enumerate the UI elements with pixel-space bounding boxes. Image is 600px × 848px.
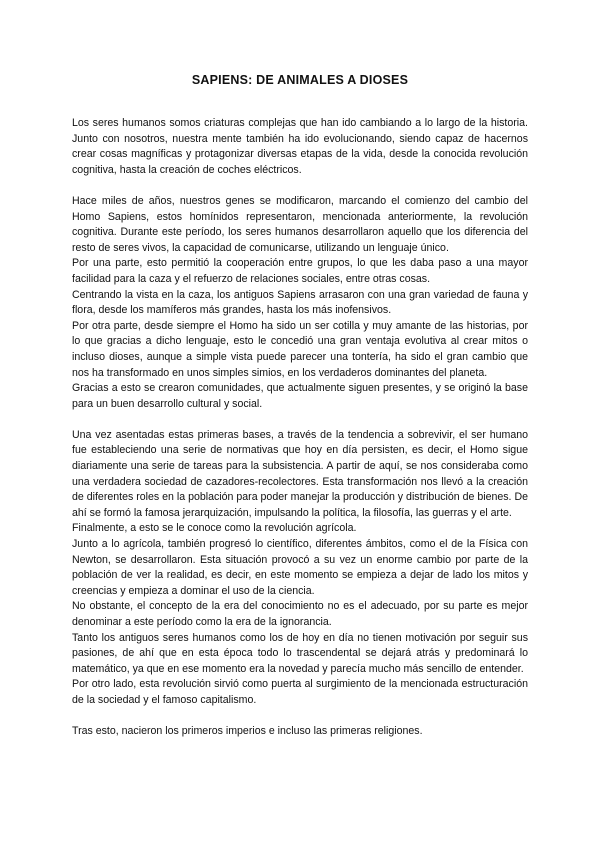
paragraph: Centrando la vista en la caza, los antiguos Sapiens arrasaron con una gran variedad de fauna y flora, desde los mamíferos más grandes, hasta los más inofensivos. <box>72 288 528 317</box>
paragraph: No obstante, el concepto de la era del conocimiento no es el adecuado, por su parte es mejor denominar a este período como la era de la ignorancia. <box>72 600 528 628</box>
document-body <box>72 116 528 740</box>
paragraph: Tras esto, nacieron los primeros imperios e incluso las primeras religiones. <box>72 725 423 738</box>
page-title: SAPIENS: DE ANIMALES A DIOSES <box>191 73 409 87</box>
section-intro <box>72 116 528 178</box>
paragraph: Hace miles de años, nuestros genes se modificaron, marcando el comienzo del cambio del Homo Sapiens, estos homínidos representaron, mencionada anteriormente, la revolución cognitiva. Durante este período, los seres humanos desarrollaron aquello que los diferencia del resto de seres vivos, la capacidad de comunicarse, utilizando un lenguaje único. <box>72 194 528 254</box>
paragraph: Los seres humanos somos criaturas complejas que han ido cambiando a lo largo de la historia. Junto con nosotros, nuestra mente también ha ido evolucionando, siendo capaz de hacernos crear cosas magníficas y protagonizar diversas etapas de la vida, desde la conocida revolución cognitiva, hasta la creación de coches eléctricos. <box>72 117 528 176</box>
section-cognitive-revolution <box>72 194 528 412</box>
section-agricultural-revolution <box>72 428 528 709</box>
paragraph: Una vez asentadas estas primeras bases, a través de la tendencia a sobrevivir, el ser humano fue estableciendo una serie de normativas que hoy en día persisten, es decir, el Homo sigue diariamente una serie de tareas para la subsistencia. A partir de aquí, se nos consideraba como una verdadera sociedad de cazadores-recolectores. Esta transformación nos llevó a la creación de diferentes roles en la población para poder manejar la producción y distribución de bienes. De ahí se formó la famosa jerarquización, impulsando la política, la filosofía, las guerras y el arte. <box>72 428 528 519</box>
section-conclusion <box>72 724 528 740</box>
paragraph: Tanto los antiguos seres humanos como los de hoy en día no tienen motivación por seguir sus pasiones, de ahí que en esta época todo lo trascendental se dejará atrás y predominará lo matemático, ya que en ese momento era la novedad y parecía mucho más sencillo de entender. <box>72 631 528 675</box>
paragraph: Por otra parte, desde siempre el Homo ha sido un ser cotilla y muy amante de las historias, por lo que gracias a dicho lenguaje, esto le concedió una gran ventaja evolutiva al crear mitos o incluso dioses, aunque a simple vista puede parecer una tontería, ha sido el gran cambio que nos ha transformado en unos simples simios, en los verdaderos dominantes del planeta. <box>72 319 528 379</box>
paragraph: Junto a lo agrícola, también progresó lo científico, diferentes ámbitos, como el de la Física con Newton, se desarrollaron. Esta situación provocó a su vez un enorme cambio por parte de la población de ver la realidad, es decir, en este momento se empieza a dejar de lado los mitos y creencias y empieza a dominar el uso de la ciencia. <box>72 538 528 597</box>
paragraph: Finalmente, a esto se le conoce como la revolución agrícola. <box>72 522 357 535</box>
paragraph: Por otro lado, esta revolución sirvió como puerta al surgimiento de la mencionada estructuración de la sociedad y el famoso capitalismo. <box>72 678 528 706</box>
paragraph: Por una parte, esto permitió la cooperación entre grupos, lo que les daba paso a una mayor facilidad para la caza y el refuerzo de relaciones sociales, entre otras cosas. <box>72 257 528 285</box>
paragraph: Gracias a esto se crearon comunidades, que actualmente siguen presentes, y se originó la base para un buen desarrollo cultural y social. <box>72 382 528 410</box>
